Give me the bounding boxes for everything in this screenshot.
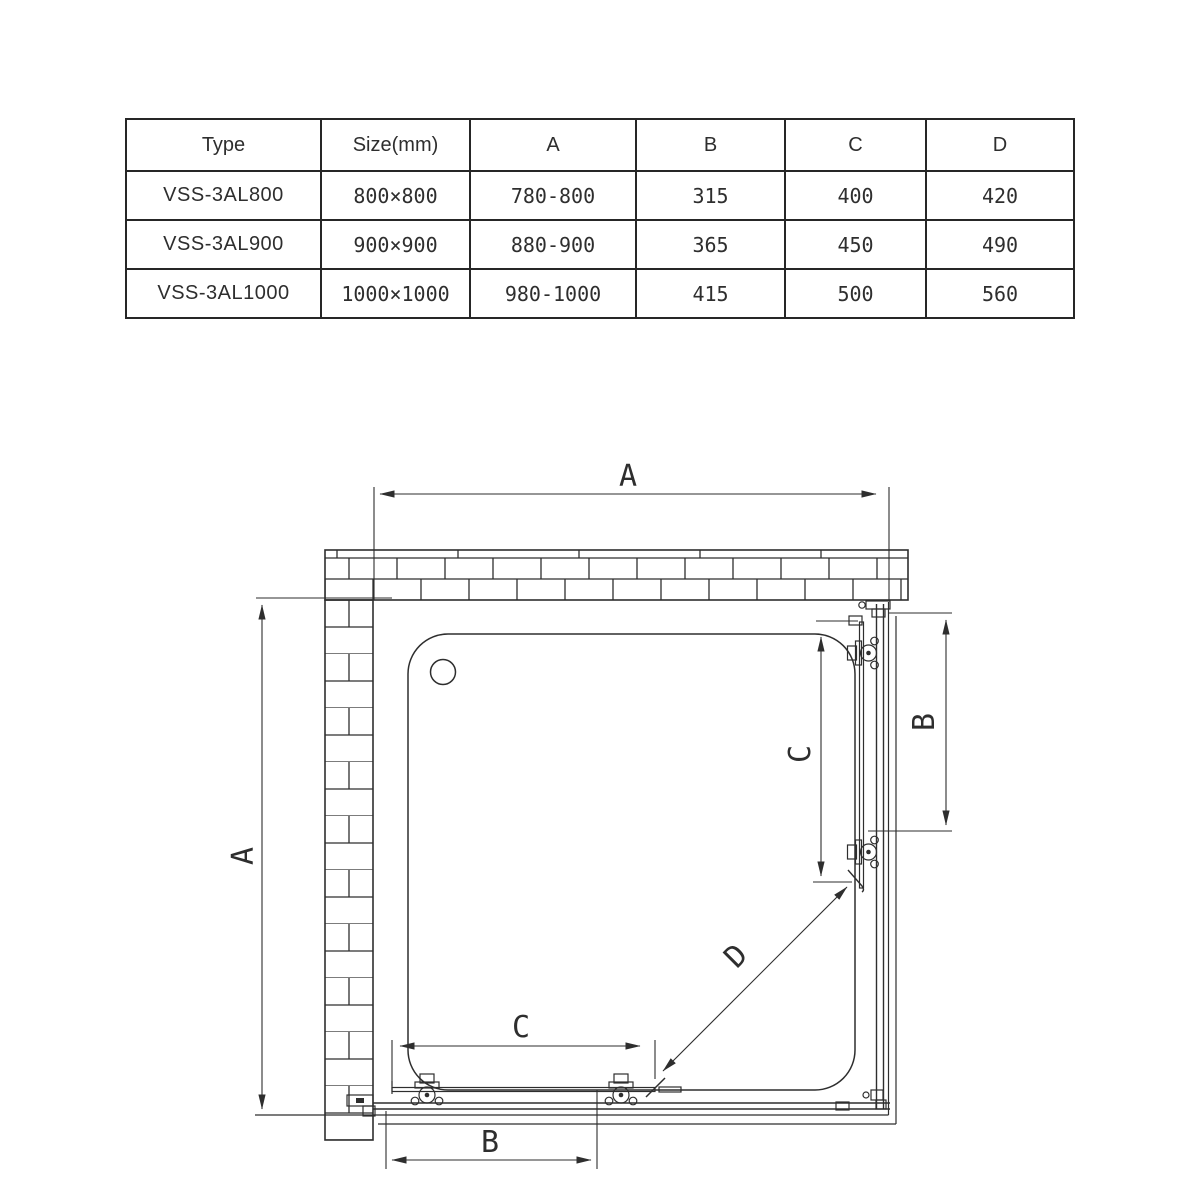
cell-d: 420	[926, 171, 1074, 220]
header-b: B	[636, 119, 785, 171]
cell-c: 400	[785, 171, 926, 220]
cell-type: VSS-3AL900	[126, 220, 321, 269]
cell-type: VSS-3AL1000	[126, 269, 321, 318]
cell-b: 315	[636, 171, 785, 220]
dim-label-d: D	[717, 937, 756, 976]
cell-a: 880-900	[470, 220, 636, 269]
cell-a: 780-800	[470, 171, 636, 220]
dimension-c-right	[783, 621, 858, 882]
dim-label-b-right: B	[907, 712, 942, 732]
cell-c: 450	[785, 220, 926, 269]
dimension-b-bottom	[386, 1090, 597, 1169]
cell-d: 490	[926, 220, 1074, 269]
header-c: C	[785, 119, 926, 171]
cell-size: 900×900	[321, 220, 470, 269]
drain-icon	[431, 660, 456, 685]
wall-left	[325, 600, 373, 1140]
dim-label-c-right: C	[783, 744, 818, 764]
corner-bracket-top-right	[859, 601, 890, 617]
cell-d: 560	[926, 269, 1074, 318]
shower-tray	[408, 634, 855, 1090]
cell-size: 1000×1000	[321, 269, 470, 318]
dim-label-a-top: A	[618, 459, 638, 494]
cell-b: 365	[636, 220, 785, 269]
cell-size: 800×800	[321, 171, 470, 220]
header-size: Size(mm)	[321, 119, 470, 171]
cell-a: 980-1000	[470, 269, 636, 318]
dim-label-c-bottom: C	[511, 1010, 531, 1045]
wall-top	[325, 550, 908, 600]
dim-label-a-left: A	[226, 846, 261, 866]
cell-b: 415	[636, 269, 785, 318]
header-d: D	[926, 119, 1074, 171]
corner-bracket-bottom-right	[863, 1090, 886, 1109]
header-a: A	[470, 119, 636, 171]
cell-c: 500	[785, 269, 926, 318]
cell-type: VSS-3AL800	[126, 171, 321, 220]
dimension-b-right	[868, 613, 952, 831]
dimension-d	[663, 887, 847, 1071]
header-type: Type	[126, 119, 321, 171]
dim-label-b-bottom: B	[480, 1125, 500, 1160]
